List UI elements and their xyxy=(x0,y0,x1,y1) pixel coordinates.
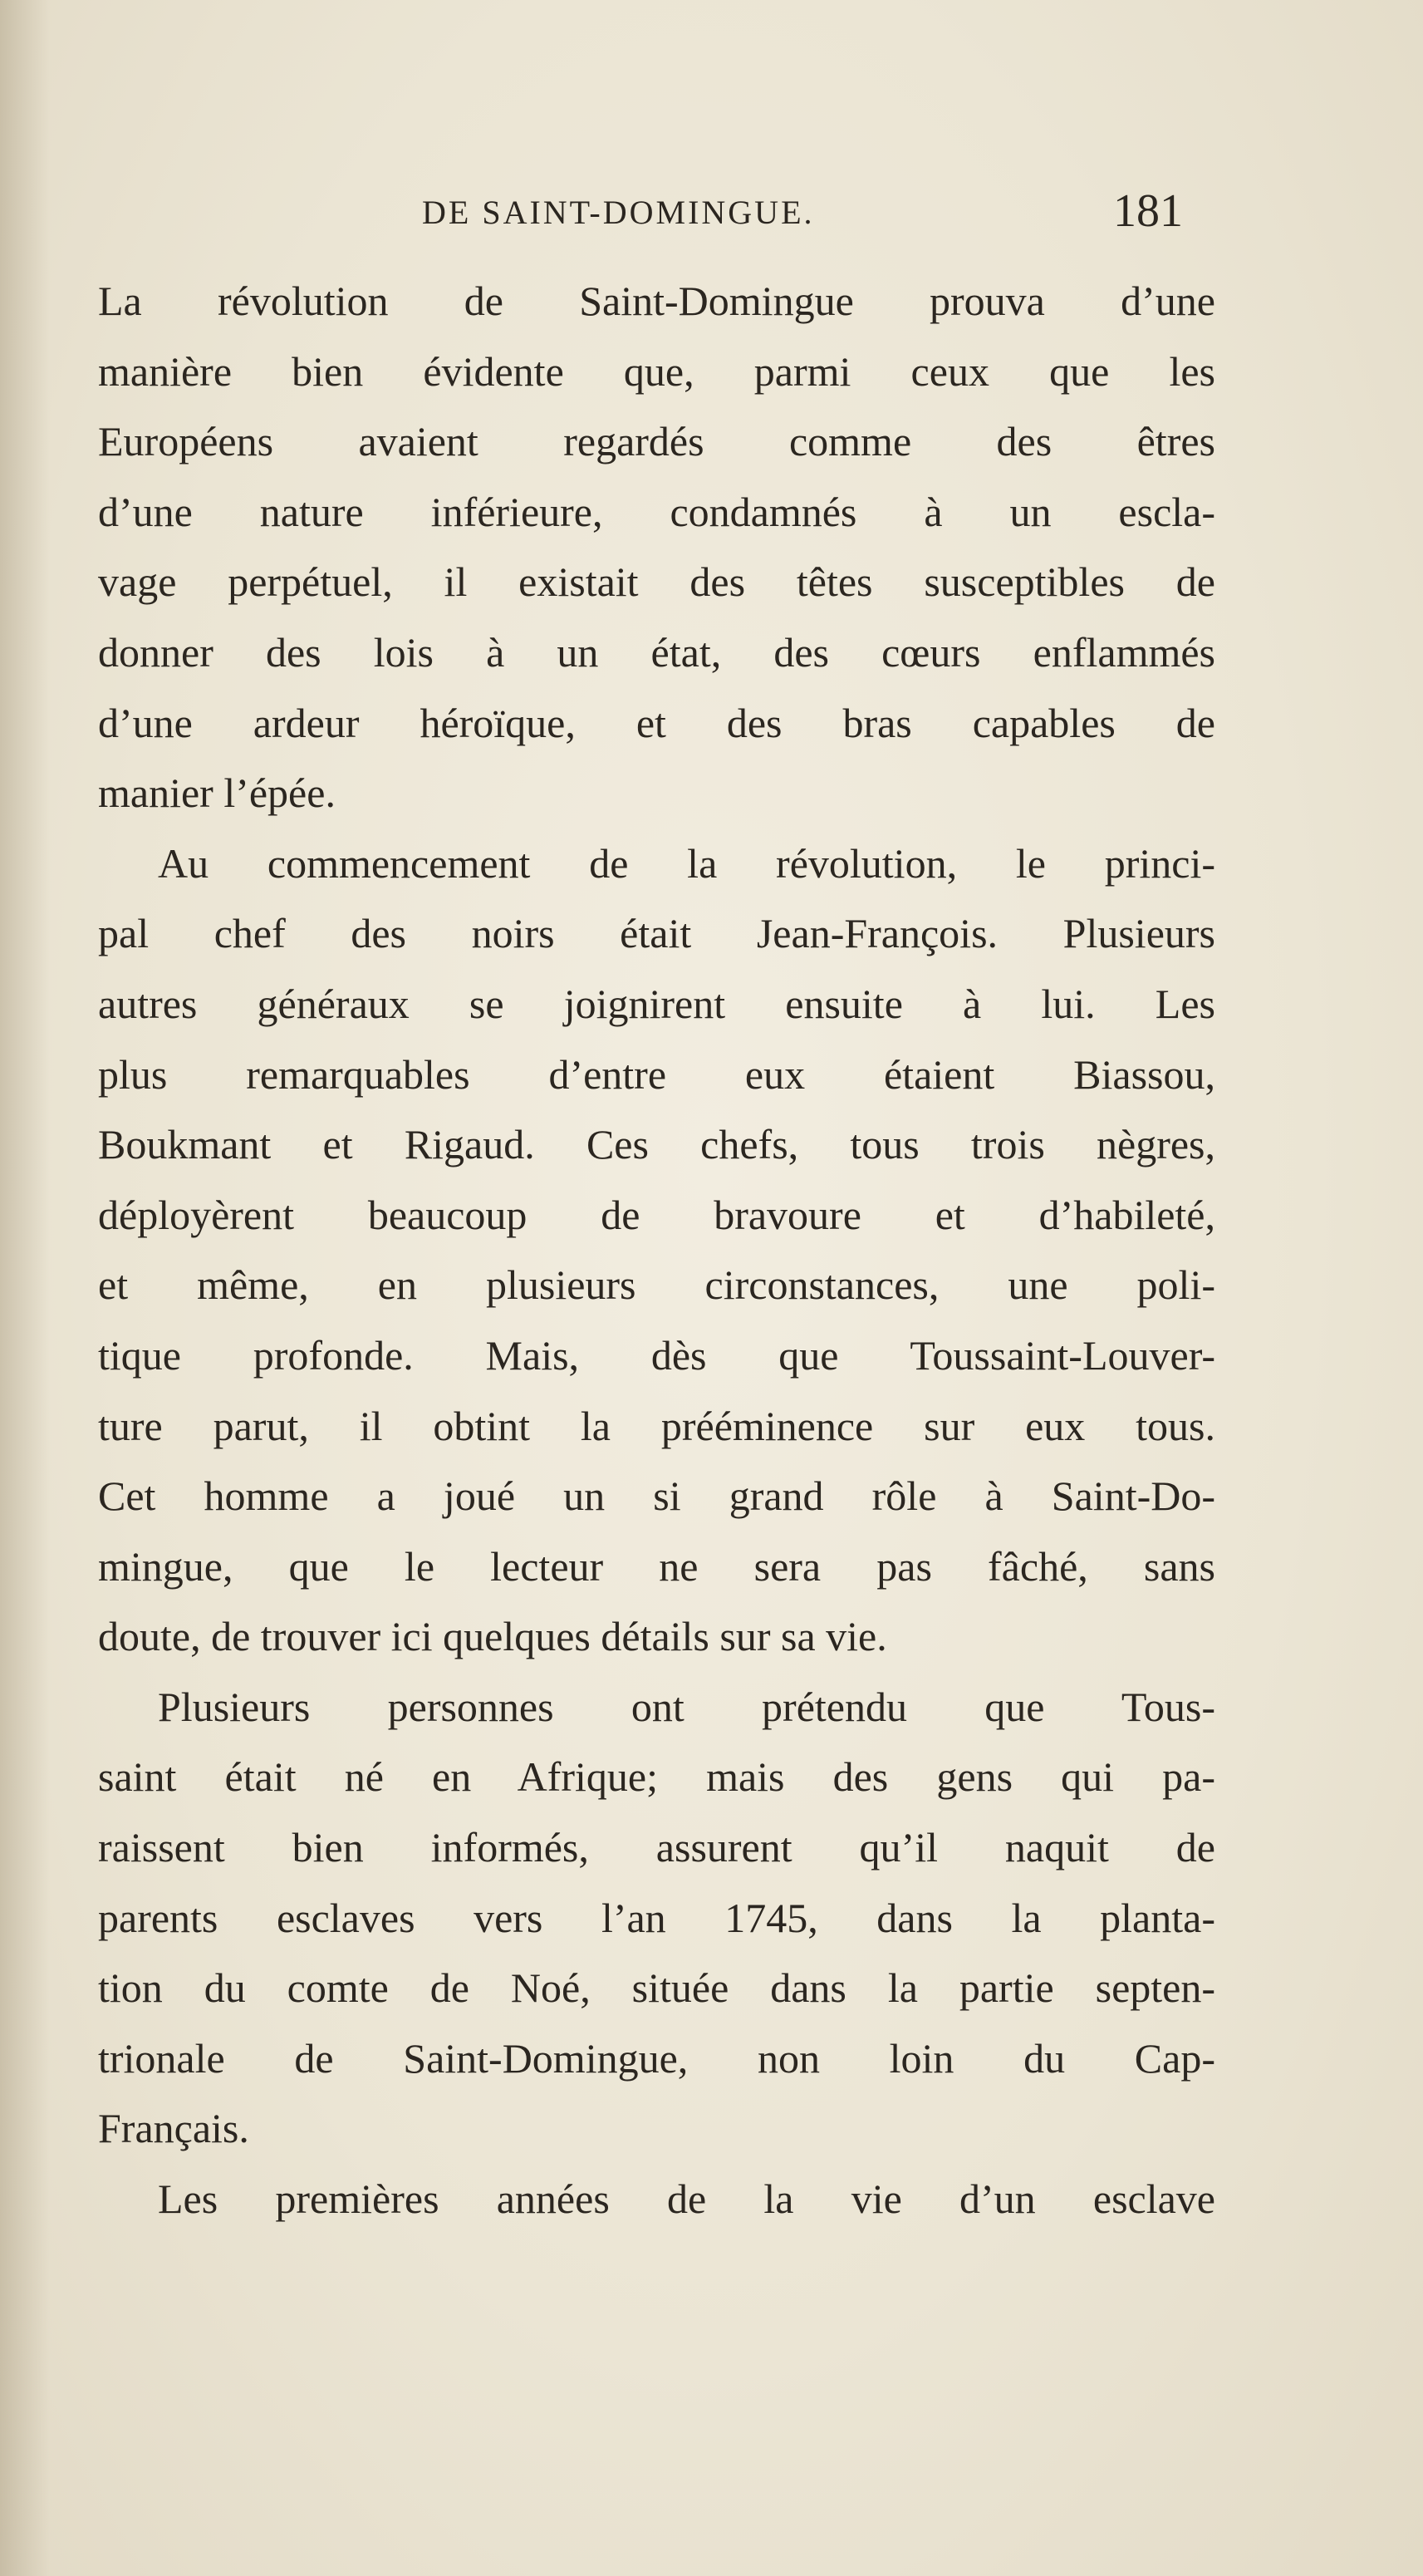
paragraph-1 xyxy=(98,266,1215,828)
text-line: vage perpétuel, il existait des têtes susceptibles de xyxy=(98,558,1215,606)
text-line: Plusieurs personnes ont prétendu que Tous- xyxy=(158,1683,1215,1730)
text-line: doute, de trouver ici quelques détails sur sa vie. xyxy=(98,1613,887,1660)
text-line: d’une nature inférieure, condamnés à un escla- xyxy=(98,488,1215,535)
text-line: et même, en plusieurs circonstances, une poli- xyxy=(98,1261,1215,1309)
text-line: mingue, que le lecteur ne sera pas fâché, sans xyxy=(98,1542,1215,1590)
text-line: La révolution de Saint-Domingue prouva d’une xyxy=(98,278,1215,324)
text-line: Les premières années de la vie d’un esclave xyxy=(158,2175,1215,2223)
text-line: Au commencement de la révolution, le princi- xyxy=(158,839,1215,887)
spine-shadow xyxy=(0,0,50,2576)
paragraph-4 xyxy=(98,2164,1215,2234)
running-head: DE SAINT-DOMINGUE. xyxy=(422,194,815,231)
text-line: raissent bien informés, assurent qu’il naquit de xyxy=(98,1824,1215,1871)
text-line: d’une ardeur héroïque, et des bras capables de xyxy=(98,699,1215,746)
text-line: tion du comte de Noé, située dans la partie septen- xyxy=(98,1964,1215,2012)
text-line: Français. xyxy=(98,2105,249,2152)
text-line: pal chef des noirs était Jean-François. Plusieurs xyxy=(98,910,1215,957)
paragraph-2 xyxy=(98,828,1215,1672)
page-number: 181 xyxy=(1113,185,1183,237)
text-line: manière bien évidente que, parmi ceux que les xyxy=(98,347,1215,395)
text-line: manier l’épée. xyxy=(98,769,336,817)
body-text xyxy=(98,266,1215,2234)
text-line: Européens avaient regardés comme des êtres xyxy=(98,418,1215,465)
text-line: trionale de Saint-Domingue, non loin du Cap- xyxy=(98,2034,1215,2082)
text-line: autres généraux se joignirent ensuite à lui. Les xyxy=(98,980,1215,1027)
paragraph-3 xyxy=(98,1672,1215,2164)
text-line: tique profonde. Mais, dès que Toussaint-Louver- xyxy=(98,1331,1215,1379)
text-line: déployèrent beaucoup de bravoure et d’habileté, xyxy=(98,1191,1215,1238)
text-line: donner des lois à un état, des cœurs enflammés xyxy=(98,628,1215,676)
text-line: plus remarquables d’entre eux étaient Biassou, xyxy=(98,1050,1215,1098)
text-line: Boukmant et Rigaud. Ces chefs, tous trois nègres, xyxy=(98,1121,1215,1168)
text-line: saint était né en Afrique; mais des gens qui pa- xyxy=(98,1753,1215,1801)
text-line: parents esclaves vers l’an 1745, dans la planta- xyxy=(98,1894,1215,1941)
text-line: Cet homme a joué un si grand rôle à Saint-Do- xyxy=(98,1472,1215,1520)
text-line: ture parut, il obtint la prééminence sur eux tous. xyxy=(98,1402,1215,1449)
